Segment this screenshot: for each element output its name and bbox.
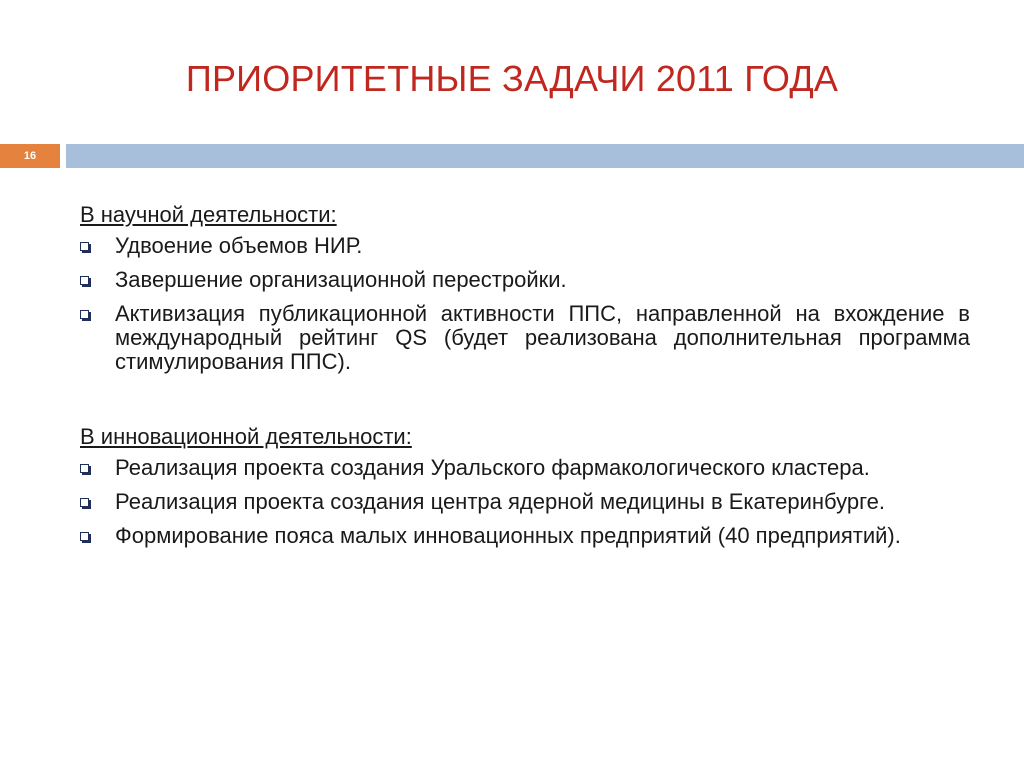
list-item-text: Реализация проекта создания центра ядерной медицины в Екатеринбурге.	[115, 489, 886, 514]
square-bullet-icon	[80, 532, 89, 541]
square-bullet-icon	[80, 464, 89, 473]
bullet-list	[80, 456, 970, 548]
list-item-text: Удвоение объемов НИР.	[115, 233, 363, 258]
list-item	[80, 302, 970, 374]
square-bullet-icon	[80, 310, 89, 319]
list-item	[80, 234, 970, 258]
list-item-text: Формирование пояса малых инновационных предприятий (40 предприятий).	[115, 523, 901, 548]
section-heading: В научной деятельности:	[80, 202, 337, 227]
list-item-text: Активизация публикационной активности ППС, направленной на вхождение в международный рейтинг QS (будет реализована дополнительная программа стимулирования ППС).	[115, 301, 970, 374]
section-spacer	[80, 384, 970, 424]
list-item	[80, 456, 970, 480]
list-item-text: Реализация проекта создания Уральского фармакологического кластера.	[115, 455, 870, 480]
slide-content	[80, 202, 970, 558]
square-bullet-icon	[80, 276, 89, 285]
list-item	[80, 524, 970, 548]
section-science	[80, 202, 970, 374]
square-bullet-icon	[80, 498, 89, 507]
slide-number: 16	[0, 144, 60, 168]
list-item-text: Завершение организационной перестройки.	[115, 267, 567, 292]
list-item	[80, 490, 970, 514]
bullet-list	[80, 234, 970, 374]
slide-title: ПРИОРИТЕТНЫЕ ЗАДАЧИ 2011 ГОДА	[185, 58, 839, 99]
section-innovation	[80, 424, 970, 548]
square-bullet-icon	[80, 242, 89, 251]
list-item	[80, 268, 970, 292]
section-heading: В инновационной деятельности:	[80, 424, 412, 449]
header-bar	[66, 144, 1024, 168]
